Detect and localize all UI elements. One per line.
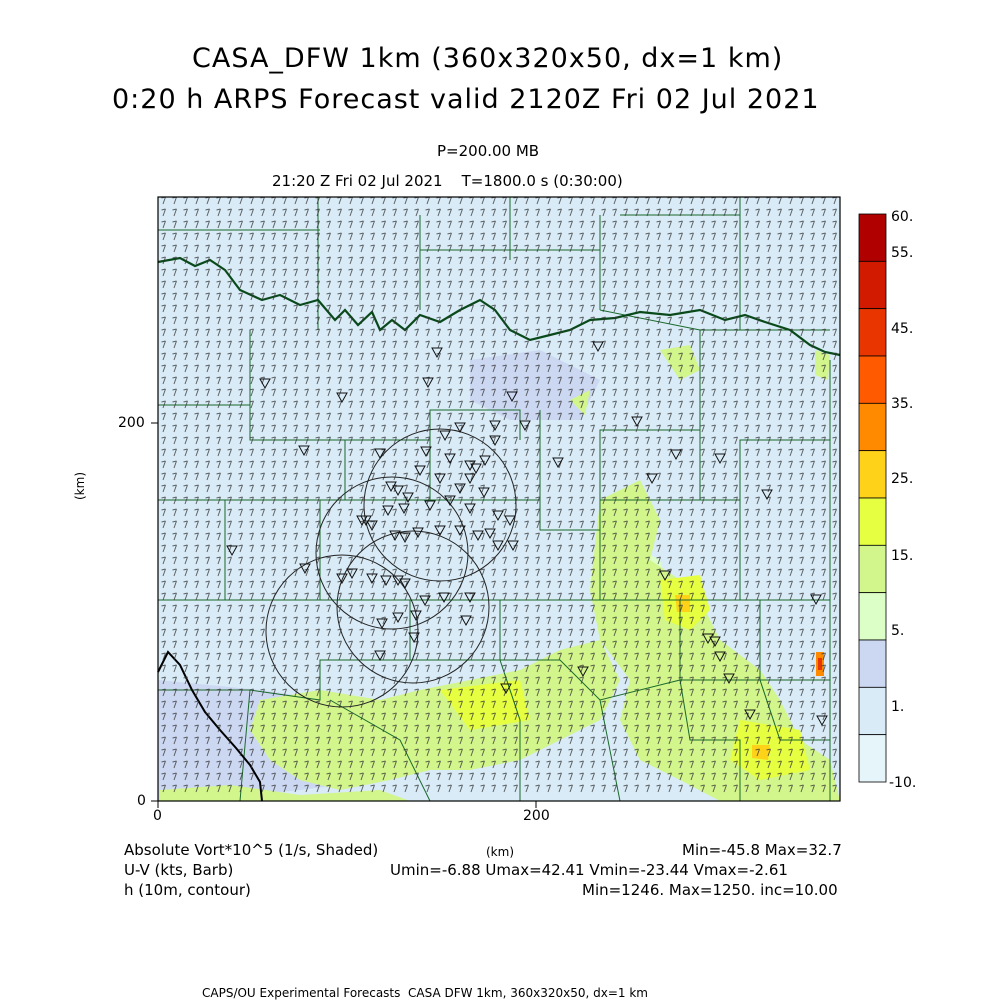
title-line1: CASA_DFW 1km (360x320x50, dx=1 km) (192, 43, 784, 74)
colorbar-label: 45. (891, 321, 914, 337)
colorbar-swatch (859, 214, 886, 261)
title-line2: 0:20 h ARPS Forecast valid 2120Z Fri 02 Jul 2021 (112, 84, 820, 115)
stats-wind: Umin=-6.88 Umax=42.41 Vmin=-23.44 Vmax=-2.61 (390, 861, 788, 879)
colorbar-label: 55. (891, 245, 914, 261)
colorbar-swatch (859, 735, 886, 782)
stats-vorticity: Min=-45.8 Max=32.7 (682, 841, 842, 859)
colorbar-label: 15. (891, 548, 914, 564)
colorbar-label: 60. (891, 209, 914, 225)
colorbar-label: 1. (891, 699, 905, 715)
field-vorticity: Absolute Vort*10^5 (1/s, Shaded) (124, 841, 379, 859)
y-tick-200: 200 (118, 415, 145, 431)
colorbar-swatch (859, 498, 886, 545)
colorbar-swatch (859, 261, 886, 308)
colorbar-label: 5. (891, 623, 905, 639)
colorbar-label: 35. (891, 396, 914, 412)
y-tick-0: 0 (137, 793, 146, 809)
colorbar-label: -10. (889, 775, 917, 791)
colorbar-label: 25. (891, 471, 914, 487)
colorbar-swatch (859, 593, 886, 640)
pressure-level: P=200.00 MB (437, 142, 540, 160)
colorbar-swatch (859, 640, 886, 687)
colorbar-swatch (859, 687, 886, 734)
field-wind: U-V (kts, Barb) (124, 861, 234, 879)
x-tick-0: 0 (153, 808, 162, 824)
x-axis-label: (km) (486, 845, 515, 859)
colorbar-swatch (859, 403, 886, 450)
x-tick-200: 200 (523, 808, 550, 824)
colorbar-swatch (859, 309, 886, 356)
valid-time: 21:20 Z Fri 02 Jul 2021 T=1800.0 s (0:30:00) (272, 172, 623, 190)
credit-line: CAPS/OU Experimental Forecasts CASA DFW 1km, 360x320x50, dx=1 km (202, 986, 648, 1000)
stats-height: Min=1246. Max=1250. inc=10.00 (582, 881, 838, 899)
colorbar-swatch (859, 356, 886, 403)
colorbar-swatch (859, 545, 886, 592)
colorbar-swatch (859, 451, 886, 498)
field-height: h (10m, contour) (124, 881, 251, 899)
colorbar (859, 214, 886, 782)
y-axis-label: (km) (73, 471, 87, 500)
